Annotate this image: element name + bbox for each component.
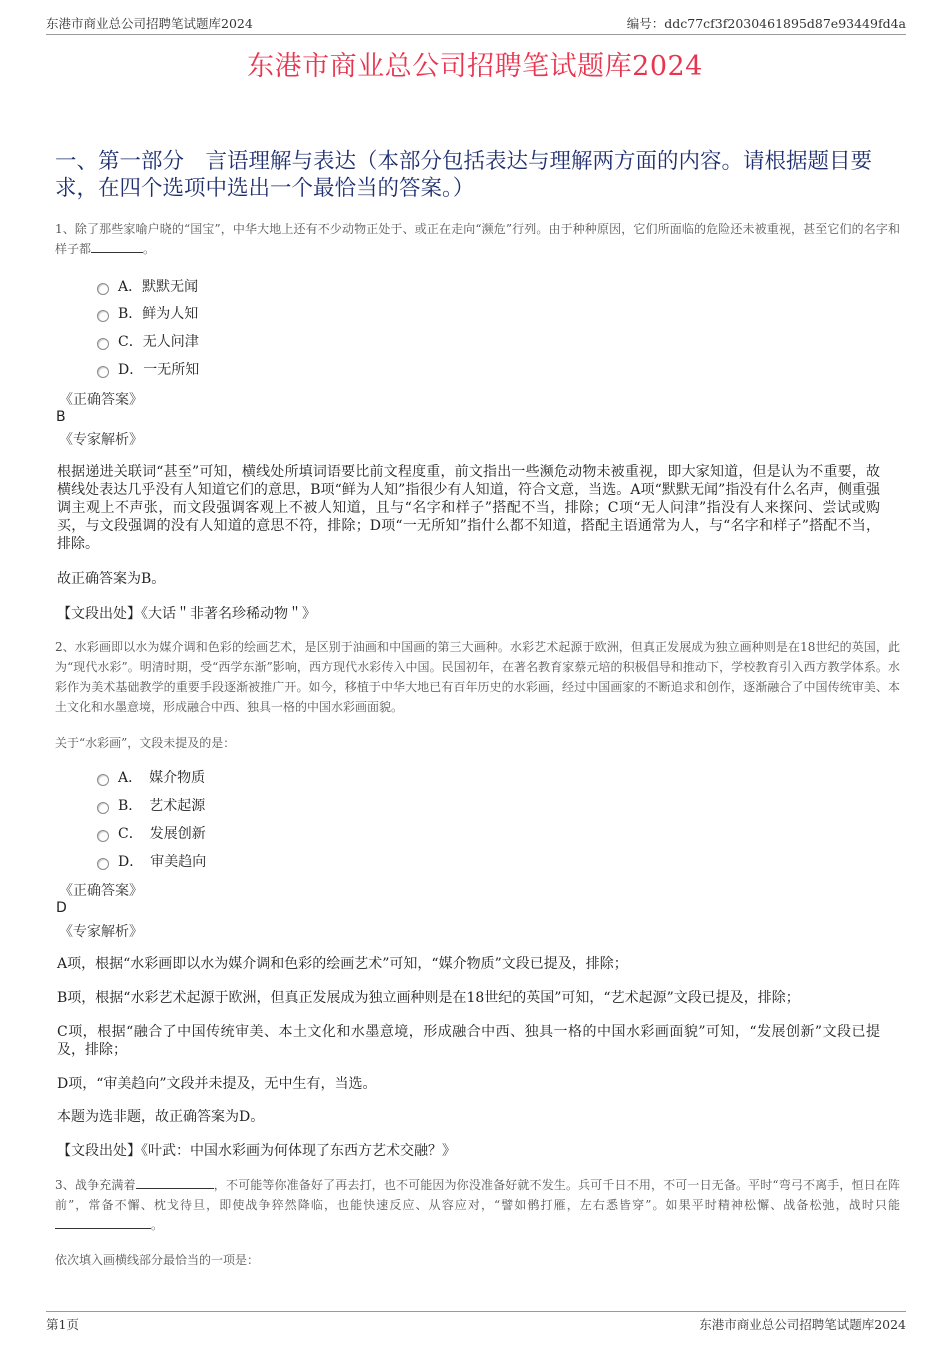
question-2-analysis-c: C项，根据“融合了中国传统审美、本土文化和水墨意境，形成融合中西、独具一格的中国水彩画面貌”可知，“发展创新”文段已提及，排除； [57, 1024, 880, 1058]
radio-icon[interactable] [97, 802, 109, 814]
question-2-source: 【文段出处】《叶武：中国水彩画为何体现了东西方艺术交融？》 [57, 1143, 456, 1159]
option-label: A． 媒介物质 [118, 770, 206, 786]
question-3-text-end: 。 [151, 1218, 164, 1232]
question-3-text-part: 3、战争充满着 [55, 1178, 136, 1192]
question-1-text [55, 219, 900, 259]
option-label: B．鲜为人知 [118, 306, 199, 322]
question-2-analysis-b: B项，根据“水彩艺术起源于欧洲，但真正发展成为独立画种则是在18世纪的英国”可知，“艺术起源”文段已提及，排除； [57, 990, 800, 1006]
question-2-option-a[interactable] [97, 767, 205, 787]
question-2-option-c[interactable] [97, 823, 206, 843]
answer-blank [91, 240, 143, 253]
radio-icon[interactable] [97, 830, 109, 842]
correct-answer-label: 《正确答案》 [59, 392, 143, 408]
option-label: C．无人问津 [118, 334, 199, 350]
radio-icon[interactable] [97, 283, 109, 295]
correct-answer-label: 《正确答案》 [59, 883, 143, 899]
option-label: B． 艺术起源 [118, 798, 206, 814]
radio-icon[interactable] [97, 774, 109, 786]
page-footer [46, 1311, 906, 1333]
question-1-option-c[interactable] [97, 331, 199, 351]
header-doc-id: 编号：ddc77cf3f2030461895d87e93449fd4a [626, 16, 906, 31]
question-1-text-end: 。 [143, 242, 156, 256]
question-2-prompt: 关于“水彩画”，文段未提及的是： [55, 736, 236, 750]
radio-icon[interactable] [97, 366, 109, 378]
question-1-source: 【文段出处】《大话＂非著名珍稀动物＂》 [57, 606, 316, 622]
option-label: C． 发展创新 [118, 826, 206, 842]
question-3-prompt: 依次填入画横线部分最恰当的一项是： [55, 1253, 260, 1267]
header-title: 东港市商业总公司招聘笔试题库2024 [46, 16, 253, 31]
page-header [46, 14, 906, 35]
question-1-option-d[interactable] [97, 359, 199, 379]
question-2-answer: D [56, 900, 67, 916]
option-label: D． 审美趋向 [118, 854, 207, 870]
question-1-analysis: 根据递进关联词“甚至”可知，横线处所填词语要比前文程度重，前文指出一些濒危动物未被重视，即大家知道，但是认为不重要，故横线处表达几乎没有人知道它们的意思，B项“鲜为人知”指很少有人知道，符合文意，当选。A项“默默无闻”指没有什么名声，侧重强调主观上不声张，而文段强调客观上不被人知道，且与“名字和样子”搭配不当，排除；C项“无人问津”指没有人来探问、尝试或购买，与文段强调的没有人知道的意思不符，排除；D项“一无所知”指什么都不知道，搭配主语通常为人，与“名字和样子”搭配不当，排除。 [57, 464, 880, 552]
footer-title: 东港市商业总公司招聘笔试题库2024 [699, 1317, 906, 1332]
question-2-analysis-a: A项，根据“水彩画即以水为媒介调和色彩的绘画艺术”可知，“媒介物质”文段已提及，排除； [57, 956, 628, 972]
question-2-analysis-d: D项，“审美趋向”文段并未提及，无中生有，当选。 [57, 1076, 377, 1092]
question-1-answer: B [56, 409, 66, 425]
option-label: A．默默无闻 [118, 279, 199, 295]
radio-icon[interactable] [97, 310, 109, 322]
answer-blank [55, 1216, 151, 1229]
answer-blank [136, 1176, 214, 1189]
question-1-text-part: 1、除了那些家喻户晓的“国宝”，中华大地上还有不少动物正处于、或正在走向“濒危”行列。由于种种原因，它们所面临的危险还未被重视，甚至它们的名字和样子都 [55, 222, 900, 256]
radio-icon[interactable] [97, 858, 109, 870]
question-2-text: 2、水彩画即以水为媒介调和色彩的绘画艺术，是区别于油画和中国画的第三大画种。水彩艺术起源于欧洲，但真正发展成为独立画种则是在18世纪的英国，此为“现代水彩”。明清时期，受“西学东渐”影响，西方现代水彩传入中国。民国初年，在著名教育家蔡元培的积极倡导和推动下，学校教育引入西方教学体系。水彩作为美术基础教学的重要手段逐渐被推广开。如今，移植于中华大地已有百年历史的水彩画，经过中国画家的不断追求和创作，逐渐融合了中国传统审美、本土文化和水墨意境，形成融合中西、独具一格的中国水彩画面貌。 [55, 640, 900, 714]
question-2-conclusion: 本题为选非题，故正确答案为D。 [57, 1109, 265, 1125]
question-2-option-d[interactable] [97, 851, 206, 871]
question-2-option-b[interactable] [97, 795, 205, 815]
document-title: 东港市商业总公司招聘笔试题库2024 [247, 51, 703, 82]
expert-analysis-label: 《专家解析》 [59, 432, 143, 448]
question-3-text [55, 1175, 900, 1235]
option-label: D．一无所知 [118, 362, 200, 378]
page-number: 第1页 [46, 1317, 79, 1332]
question-1-conclusion: 故正确答案为B。 [57, 571, 166, 587]
question-1-option-a[interactable] [97, 276, 198, 296]
question-3-text-middle: ，不可能等你准备好了再去打，也不可能因为你没准备好就不发生。兵可千日不用，不可一日无备。平时“弯弓不离手，恒日在阵前”，常备不懈、枕戈待旦，即使战争猝然降临，也能快速反应、从容应对，“譬如鹘打雁，左右悉皆穿”。如果平时精神松懈、战备松弛，战时只能 [55, 1178, 901, 1212]
expert-analysis-label: 《专家解析》 [59, 924, 143, 940]
section-title: 一、第一部分 言语理解与表达（本部分包括表达与理解两方面的内容。请根据题目要求，在四个选项中选出一个最恰当的答案。） [55, 149, 873, 201]
question-1-option-b[interactable] [97, 303, 198, 323]
radio-icon[interactable] [97, 338, 109, 350]
